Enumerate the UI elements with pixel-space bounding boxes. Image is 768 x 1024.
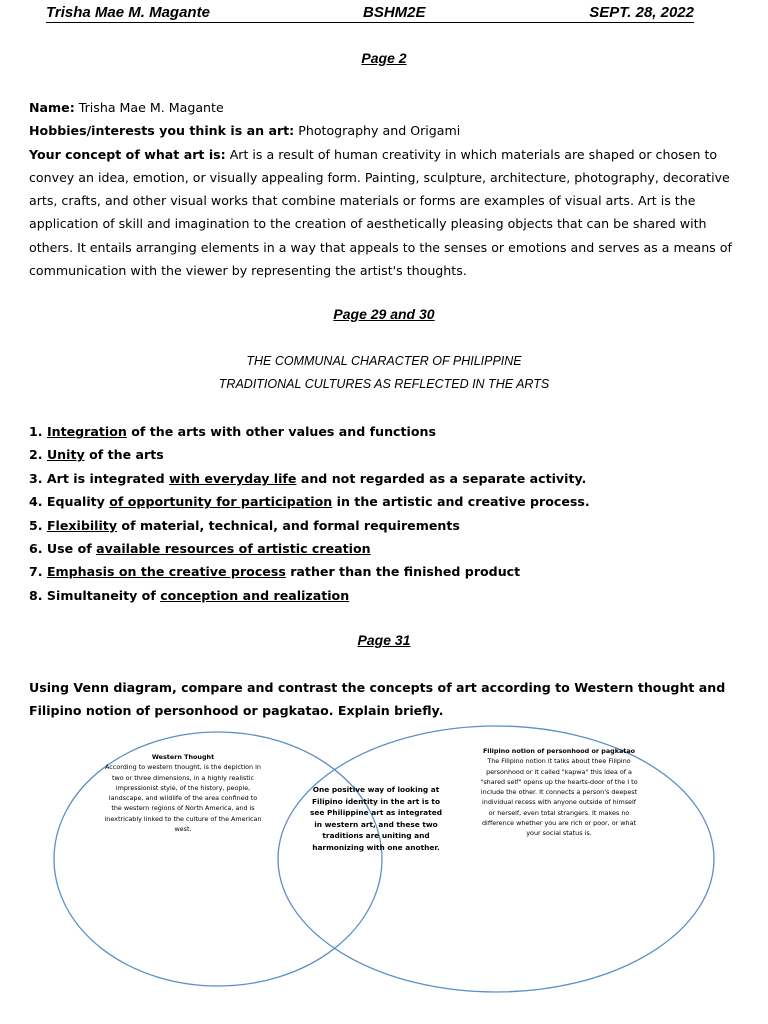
hobbies-value: Photography and Origami [298,123,461,139]
name-value: Trisha Mae M. Magante [78,100,224,115]
page2-answers [29,96,739,282]
trait-item-suffix: of the arts with other values and functions [126,424,436,439]
page31-title: Page 31 [357,632,411,648]
header-date: SEPT. 28, 2022 [589,4,694,21]
trait-item-underlined: with everyday life [169,470,297,486]
hobbies-label: Hobbies/interests you think is an art: [29,123,295,139]
trait-item [29,514,729,537]
venn-filipino-text [478,746,640,839]
communal-heading-line1: THE COMMUNAL CHARACTER OF PHILIPPINE [246,354,522,368]
trait-item-underlined: Emphasis on the creative process [46,564,286,580]
communal-traits-list [29,420,729,607]
venn-filipino-title: Filipino notion of personhood or pagkatao [482,747,636,755]
trait-item-suffix: of material, technical, and formal requirements [117,517,460,533]
trait-item [29,467,729,490]
name-label: Name: [29,100,75,115]
trait-item-suffix: and not regarded as a separate activity. [296,470,587,486]
header-section: BSHM2E [363,4,426,21]
concept-value: Art is a result of human creativity in which materials are shaped or chosen to convey an idea, emotion, or visually appealing form. Painting, sculpture, architecture, photography, decorative arts, crafts, and other visual works that combine materials or forms are examples of visual arts. Art is the application of skill and imagination to the creation of aesthetically pleasing objects that can be shared with others. It entails arranging elements in a way that appeals to the senses or emotions and serves as a means of communication with the viewer by representing the artist's thoughts. [29,146,732,279]
venn-western-text [104,752,262,834]
header-line [46,4,694,23]
page29-title: Page 29 and 30 [333,306,435,322]
trait-item [29,420,729,443]
venn-filipino-body: The Filipino notion it talks about thee Filipino personhood or it called "kapwa" this idea of a "shared self" opens up the hearts-door of the I to include the other. It connects a person's deepest individual recess with anyone outside of himself or herself, even total strangers. It makes no difference whether you are rich or poor, or what your social status is. [480,757,638,838]
trait-item-prefix: 3. Art is integrated [29,470,170,486]
trait-item [29,537,729,560]
trait-item-prefix: 7. [29,564,47,580]
concept-label: Your concept of what art is: [29,146,226,162]
name-row [29,96,739,119]
trait-item-suffix: of the arts [84,447,164,463]
venn-question: Using Venn diagram, compare and contrast the concepts of art according to Western thought and Filipino notion of personhood or pagkatao. Explain briefly. [29,680,726,719]
trait-item-prefix: 8. Simultaneity of [29,587,161,603]
page2-title: Page 2 [361,50,407,66]
venn-western-body: According to western thought, is the depiction in two or three dimensions, in a highly realistic impressionist style, of the history, people, landscape, and wildlife of the area confined to the western regions of North America, and is inextricably linked to the culture of the American west. [104,763,262,834]
header-student-name: Trisha Mae M. Magante [46,4,210,21]
trait-item-prefix: 1. [29,424,47,439]
venn-overlap-text: One positive way of looking at Filipino identity in the art is to see Philippine art as integrated in western art, and these two traditions are uniting and harmonizing with one another. [309,785,443,852]
trait-item [29,560,729,583]
venn-western-title: Western Thought [151,753,215,761]
trait-item-prefix: 4. Equality [29,494,110,510]
trait-item-underlined: Unity [46,447,85,463]
trait-item-prefix: 2. [29,447,47,463]
trait-item-underlined: conception and realization [160,587,350,603]
trait-item-prefix: 6. Use of [29,541,97,557]
trait-item-underlined: Flexibility [46,517,118,533]
hobbies-row [29,119,739,142]
trait-item-underlined: of opportunity for participation [109,494,333,510]
trait-item-underlined: Integration [46,424,127,439]
trait-item-prefix: 5. [29,517,47,533]
trait-item-suffix: in the artistic and creative process. [332,494,590,510]
trait-item [29,490,729,513]
concept-row [29,143,739,283]
trait-item [29,443,729,466]
trait-item-suffix: rather than the finished product [285,564,521,580]
trait-item-underlined: available resources of artistic creation [96,541,371,557]
trait-item [29,584,729,607]
communal-heading-line2: TRADITIONAL CULTURES AS REFLECTED IN THE ARTS [218,377,550,391]
